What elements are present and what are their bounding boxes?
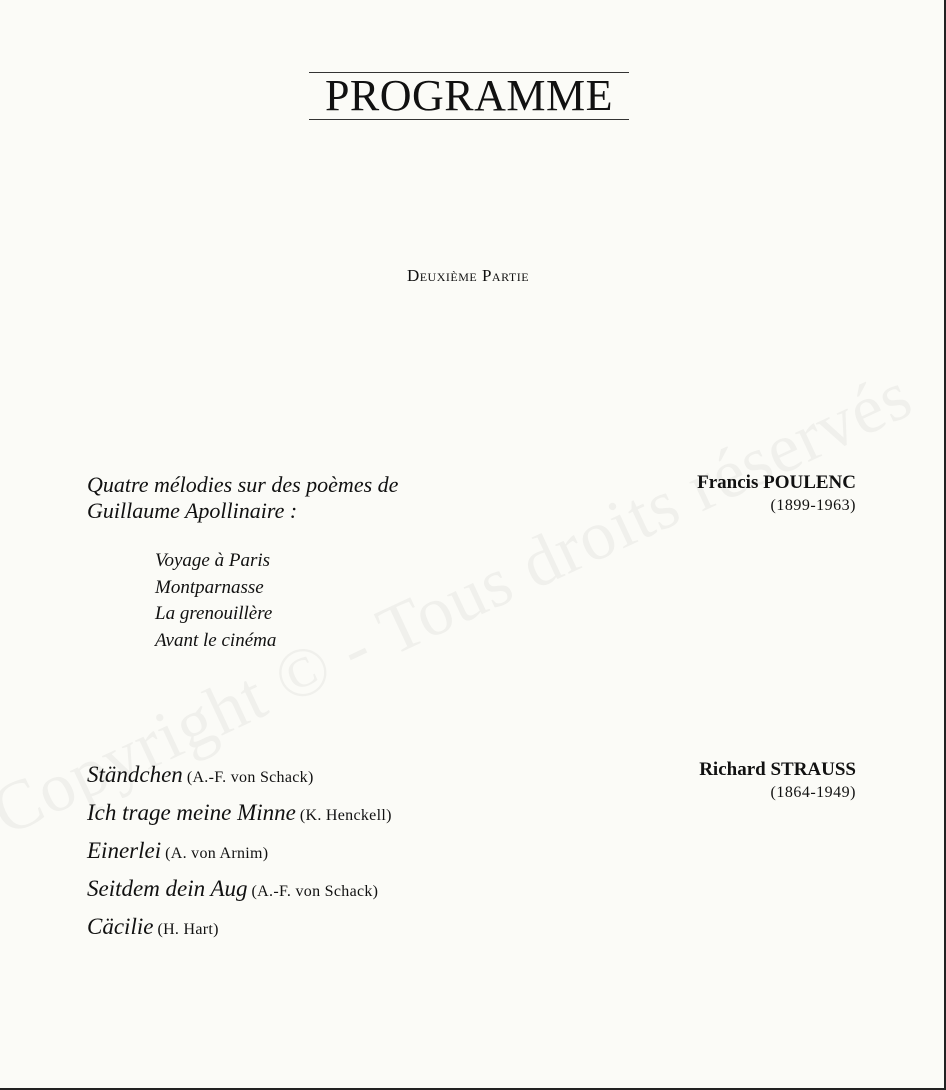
list-item <box>87 757 392 795</box>
composer-last-name: STRAUSS <box>770 759 856 780</box>
section-title: Deuxième Partie <box>406 266 530 285</box>
list-item <box>87 909 392 947</box>
song-title: Seitdem dein Aug <box>87 876 248 901</box>
poulenc-work-title-line1: Quatre mélodies sur des poèmes de <box>87 472 399 497</box>
strauss-song-list <box>87 757 392 947</box>
composer-strauss <box>699 758 856 804</box>
song-title: Ich trage meine Minne <box>87 800 296 825</box>
song-title: Ständchen <box>87 762 183 787</box>
song-poet: (K. Henckell) <box>299 807 392 824</box>
composer-poulenc <box>697 471 856 517</box>
composer-first-name: Richard <box>699 759 766 780</box>
list-item: Montparnasse <box>155 576 264 598</box>
poulenc-song-list <box>155 548 276 654</box>
poulenc-work-title-line2: Guillaume Apollinaire : <box>87 498 298 523</box>
poulenc-work-title <box>87 472 398 524</box>
list-item: Voyage à Paris <box>155 550 271 571</box>
list-item <box>87 871 392 909</box>
composer-first-name: Francis <box>697 472 759 493</box>
song-title: Cäcilie <box>87 914 154 939</box>
list-item <box>87 795 392 833</box>
composer-last-name: POULENC <box>763 472 856 493</box>
song-title: Einerlei <box>87 838 162 863</box>
page-title: PROGRAMME <box>324 71 614 120</box>
song-poet: (H. Hart) <box>157 921 219 938</box>
list-item <box>87 833 392 871</box>
song-poet: (A.-F. von Schack) <box>251 883 379 900</box>
list-item: Avant le cinéma <box>155 629 277 651</box>
song-poet: (A. von Arnim) <box>165 845 269 862</box>
list-item: La grenouillère <box>155 603 273 624</box>
composer-dates: (1899-1963) <box>770 497 856 514</box>
composer-dates: (1864-1949) <box>770 784 856 801</box>
composer-name <box>699 758 856 782</box>
song-poet: (A.-F. von Schack) <box>186 769 314 786</box>
composer-name <box>697 471 856 495</box>
page-title-block <box>309 72 629 120</box>
